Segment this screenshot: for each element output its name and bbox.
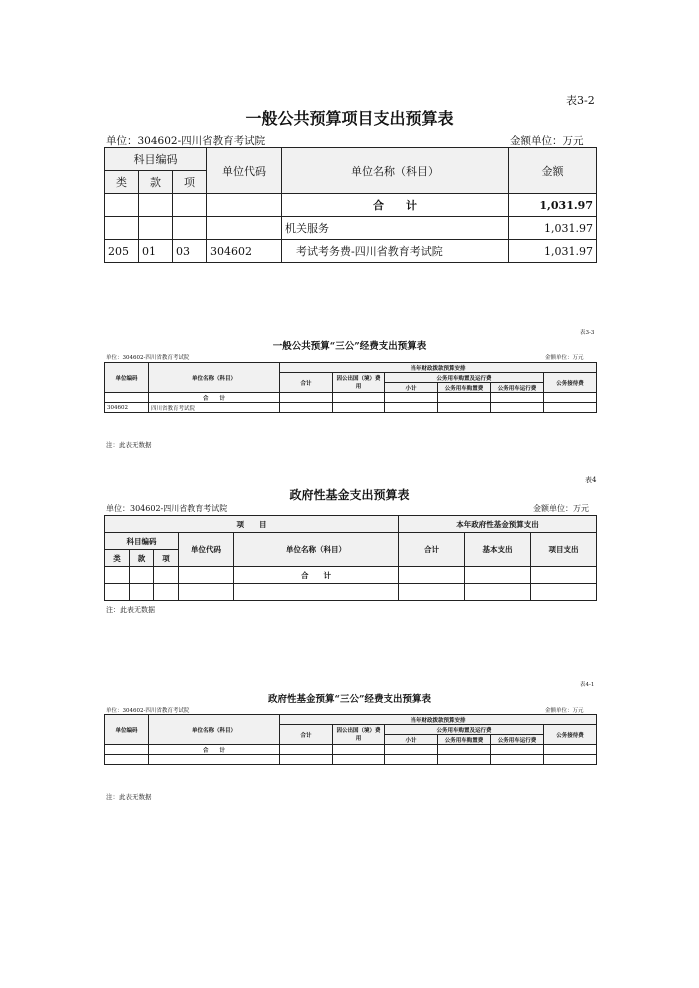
table3-header-project: 项目支出 [531,533,597,567]
table4-header-running: 公务用车运行费 [491,735,544,745]
cell-kuan: 01 [139,240,173,263]
table1-tag: 表3-2 [566,94,595,107]
table3-unit: 单位：304602-四川省教育考试院 [106,504,228,513]
table1-total-row [105,194,597,217]
table3-header-lei: 类 [105,550,130,567]
table4 [104,714,597,765]
table2-tag: 表3-3 [580,330,595,336]
table4-total-row [105,745,597,755]
table4-header-reception: 公务接待费 [544,725,597,745]
table2-header-subtotal: 小计 [385,383,438,393]
table3-amount-unit: 金额单位：万元 [533,504,589,513]
table4-tag: 表4-1 [580,682,595,688]
table3-header-unit-code: 单位代码 [179,533,234,567]
table3-header-total: 合计 [399,533,465,567]
table-row [105,755,597,765]
cell-xiang [173,217,207,240]
table3-note: 注：此表无数据 [106,606,155,614]
table-row [105,403,597,413]
cell-amount: 1,031.97 [509,217,597,240]
table3-header-item: 项 目 [105,516,399,533]
table1-header-unit-name: 单位名称（科目） [282,148,509,194]
cell-code: 304602 [105,403,149,413]
table-row [105,240,597,263]
table1-header-unit-code: 单位代码 [207,148,282,194]
table1-header-subject-code: 科目编码 [105,148,207,171]
table3-tag: 表4 [585,476,597,484]
table4-header-subtotal: 小计 [385,735,438,745]
table4-note: 注：此表无数据 [106,793,152,801]
table2-total-label: 合 计 [149,393,280,403]
cell-code [207,217,282,240]
table1-total-label: 合 计 [282,194,509,217]
table2-unit: 单位：304602-四川省教育考试院 [106,355,190,361]
table2-header-purchase: 公务用车购置费 [438,383,491,393]
cell-lei [105,217,139,240]
table4-amount-unit: 金额单位：万元 [545,708,584,714]
cell-name: 机关服务 [282,217,509,240]
table2-header-running: 公务用车运行费 [491,383,544,393]
table4-header-unit-code: 单位编码 [105,715,149,745]
table3-total-row [105,567,597,584]
table1-header-amount: 金额 [509,148,597,194]
table1-header-xiang: 项 [173,171,207,194]
table2-title: 一般公共预算“三公”经费支出预算表 [272,341,427,352]
table1-title: 一般公共预算项目支出预算表 [245,109,454,128]
table2-header-vehicle: 公务用车购置及运行费 [385,373,544,383]
cell-lei: 205 [105,240,139,263]
table1-amount-unit: 金额单位：万元 [510,135,584,147]
table3-title: 政府性基金支出预算表 [289,488,410,502]
table2-note: 注：此表无数据 [106,441,152,449]
table2-total-row [105,393,597,403]
table3-total-label: 合 计 [234,567,399,584]
table3-header-current-year: 本年政府性基金预算支出 [399,516,597,533]
table3-header-xiang: 项 [154,550,179,567]
table-row [105,217,597,240]
table1 [104,147,597,263]
table2-header-current-year: 当年财政拨款预算安排 [280,363,597,373]
table4-header-abroad: 因公出国（境）费用 [333,725,385,745]
table3-header-kuan: 款 [130,550,154,567]
cell-code: 304602 [207,240,282,263]
table-row [105,584,597,601]
table4-header-purchase: 公务用车购置费 [438,735,491,745]
table3 [104,515,597,601]
table4-unit: 单位：304602-四川省教育考试院 [106,708,190,714]
table4-total-label: 合 计 [149,745,280,755]
table4-header-unit-name: 单位名称（科目） [149,715,280,745]
table2-header-unit-name: 单位名称（科目） [149,363,280,393]
table1-total-amount: 1,031.97 [509,194,597,217]
table4-header-total: 合计 [280,725,333,745]
table2-amount-unit: 金额单位：万元 [545,355,584,361]
table2-header-abroad: 因公出国（境）费用 [333,373,385,393]
table3-header-basic: 基本支出 [465,533,531,567]
table4-header-current-year: 当年财政拨款预算安排 [280,715,597,725]
cell-name: 考试考务费-四川省教育考试院 [282,240,509,263]
cell-name: 四川省教育考试院 [149,403,280,413]
table2-header-reception: 公务接待费 [544,373,597,393]
table2-header-total: 合计 [280,373,333,393]
table1-header-lei: 类 [105,171,139,194]
table4-title: 政府性基金预算“三公”经费支出预算表 [268,694,431,705]
table3-header-unit-name: 单位名称（科目） [234,533,399,567]
table1-header-kuan: 款 [139,171,173,194]
table2-header-unit-code: 单位编码 [105,363,149,393]
cell-xiang: 03 [173,240,207,263]
table4-header-vehicle: 公务用车购置及运行费 [385,725,544,735]
cell-kuan [139,217,173,240]
table3-header-subject-code: 科目编码 [105,533,179,550]
table2 [104,362,597,413]
table1-unit: 单位：304602-四川省教育考试院 [106,135,266,147]
cell-amount: 1,031.97 [509,240,597,263]
